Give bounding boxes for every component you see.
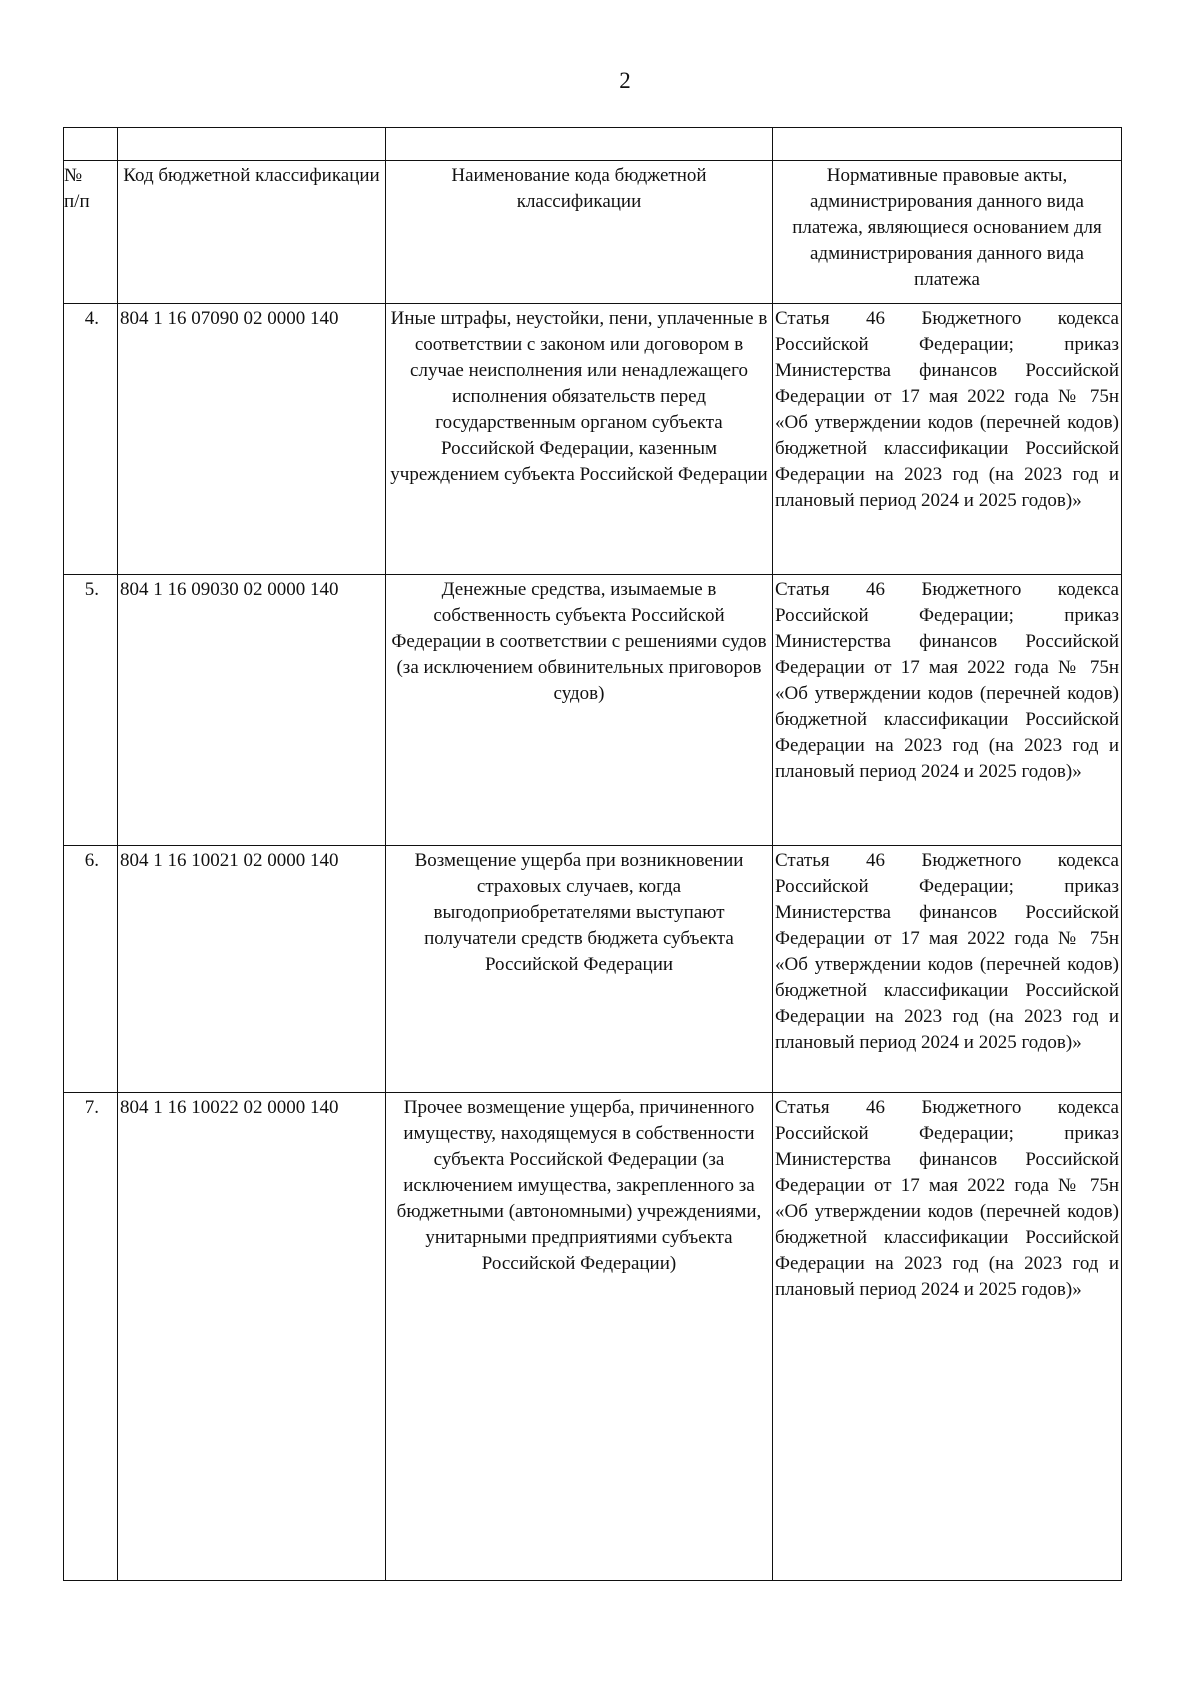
row-num: 4.: [64, 304, 118, 575]
row-code: 804 1 16 10021 02 0000 140: [118, 846, 386, 1092]
header-num: № п/п: [64, 160, 118, 304]
row-name: Денежные средства, изымаемые в собственность субъекта Российской Федерации в соответствии с решениями судов (за исключением обвинительных приговоров судов): [386, 575, 773, 846]
page-number: 2: [619, 68, 631, 93]
row-code: 804 1 16 10022 02 0000 140: [118, 1092, 386, 1580]
spacer-cell: [386, 128, 773, 161]
table-header-row: [64, 160, 1122, 304]
table-row: [64, 575, 1122, 846]
spacer-cell: [64, 128, 118, 161]
row-name: Иные штрафы, неустойки, пени, уплаченные в соответствии с законом или договором в случае неисполнения или ненадлежащего исполнения обязательств перед государственным органом субъекта Российской Федерации, казенным учреждением субъекта Российской Федерации: [386, 304, 773, 575]
budget-codes-table: [63, 127, 1122, 1581]
header-name: Наименование кода бюджетной классификации: [386, 160, 773, 304]
table-spacer-row: [64, 128, 1122, 161]
header-acts: Нормативные правовые акты, администрирования данного вида платежа, являющиеся основанием для администрирования данного вида платежа: [773, 160, 1122, 304]
row-num: 7.: [64, 1092, 118, 1580]
table-row: [64, 846, 1122, 1092]
row-acts: Статья 46 Бюджетного кодекса Российской Федерации; приказ Министерства финансов Российской Федерации от 17 мая 2022 года № 75н «Об утверждении кодов (перечней кодов) бюджетной классификации Российской Федерации на 2023 год (на 2023 год и плановый период 2024 и 2025 годов)»: [773, 575, 1122, 846]
header-code: Код бюджетной классификации: [118, 160, 386, 304]
row-num: 5.: [64, 575, 118, 846]
spacer-cell: [118, 128, 386, 161]
row-num: 6.: [64, 846, 118, 1092]
table-row: [64, 1092, 1122, 1580]
row-name: Возмещение ущерба при возникновении страховых случаев, когда выгодоприобретателями выступают получатели средств бюджета субъекта Российской Федерации: [386, 846, 773, 1092]
row-code: 804 1 16 09030 02 0000 140: [118, 575, 386, 846]
row-code: 804 1 16 07090 02 0000 140: [118, 304, 386, 575]
spacer-cell: [773, 128, 1122, 161]
table-row: [64, 304, 1122, 575]
row-name: Прочее возмещение ущерба, причиненного имуществу, находящемуся в собственности субъекта Российской Федерации (за исключением имущества, закрепленного за бюджетными (автономными) учреждениями, унитарными предприятиями субъекта Российской Федерации): [386, 1092, 773, 1580]
row-acts: Статья 46 Бюджетного кодекса Российской Федерации; приказ Министерства финансов Российской Федерации от 17 мая 2022 года № 75н «Об утверждении кодов (перечней кодов) бюджетной классификации Российской Федерации на 2023 год (на 2023 год и плановый период 2024 и 2025 годов)»: [773, 846, 1122, 1092]
row-acts: Статья 46 Бюджетного кодекса Российской Федерации; приказ Министерства финансов Российской Федерации от 17 мая 2022 года № 75н «Об утверждении кодов (перечней кодов) бюджетной классификации Российской Федерации на 2023 год (на 2023 год и плановый период 2024 и 2025 годов)»: [773, 1092, 1122, 1580]
row-acts: Статья 46 Бюджетного кодекса Российской Федерации; приказ Министерства финансов Российской Федерации от 17 мая 2022 года № 75н «Об утверждении кодов (перечней кодов) бюджетной классификации Российской Федерации на 2023 год (на 2023 год и плановый период 2024 и 2025 годов)»: [773, 304, 1122, 575]
